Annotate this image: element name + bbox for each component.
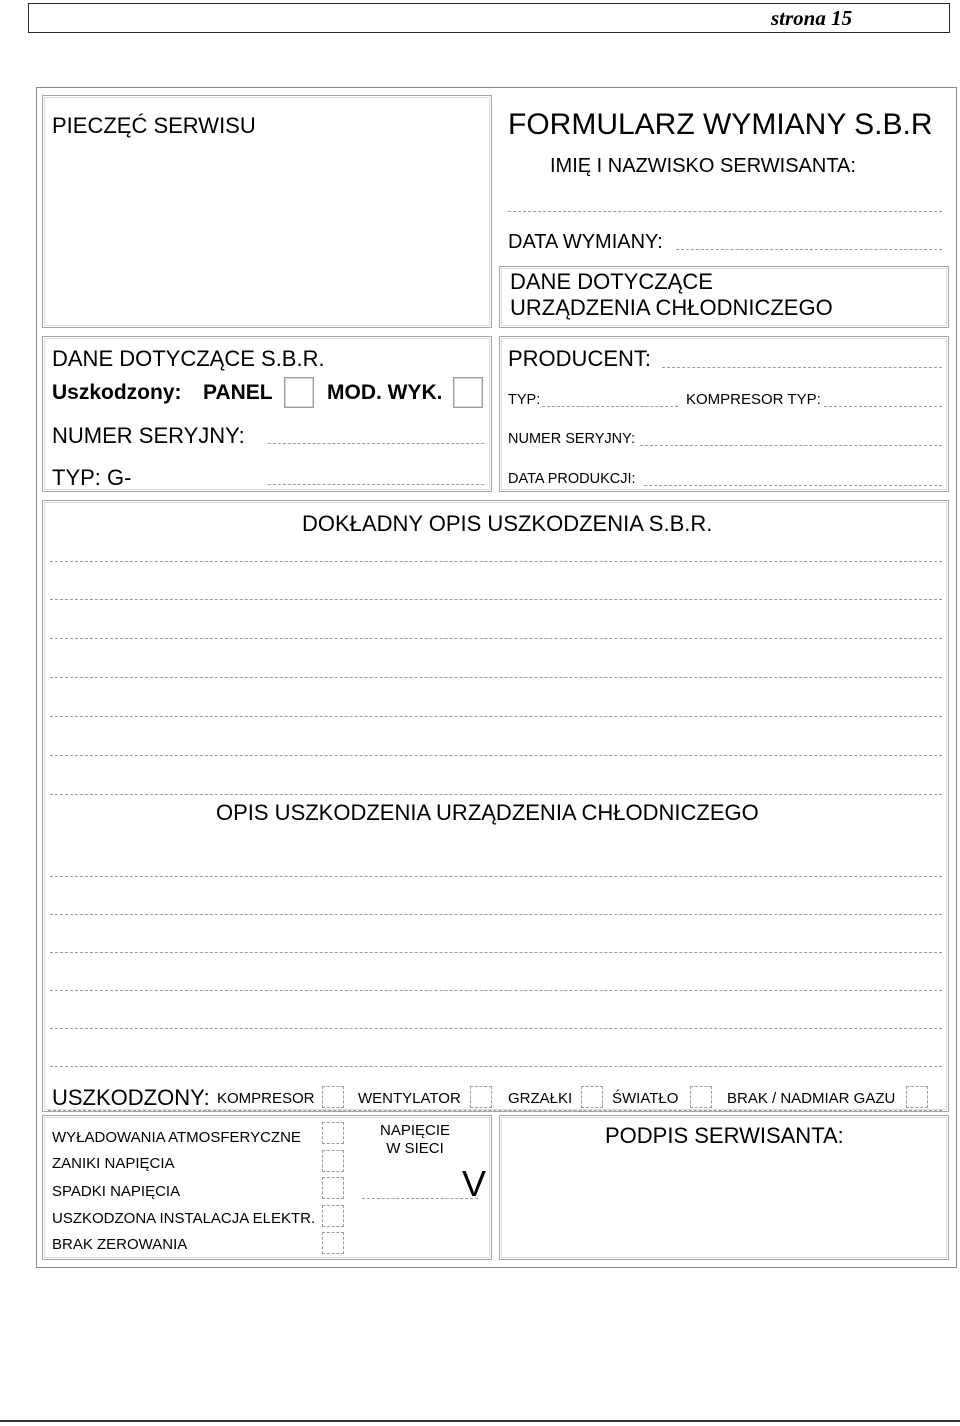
compressor-type-field[interactable] bbox=[824, 406, 942, 407]
device-description-line[interactable] bbox=[50, 990, 942, 991]
cause-no-grounding-checkbox[interactable] bbox=[322, 1232, 344, 1254]
voltage-field[interactable] bbox=[362, 1198, 478, 1199]
device-description-title: OPIS USZKODZENIA URZĄDZENIA CHŁODNICZEGO bbox=[216, 800, 759, 825]
light-checkbox[interactable] bbox=[690, 1086, 712, 1108]
device-header-line2: URZĄDZENIA CHŁODNICZEGO bbox=[510, 295, 833, 320]
replacement-date-field[interactable] bbox=[676, 249, 942, 250]
heater-label: GRZAŁKI bbox=[508, 1090, 573, 1107]
sbr-type-field[interactable] bbox=[268, 484, 484, 485]
sbr-serial-field[interactable] bbox=[268, 443, 484, 444]
voltage-label-line2: W SIECI bbox=[386, 1140, 444, 1157]
device-description-line[interactable] bbox=[50, 1066, 942, 1067]
device-description-line[interactable] bbox=[50, 876, 942, 877]
sbr-description-line[interactable] bbox=[50, 755, 942, 756]
compressor-label: KOMPRESOR bbox=[217, 1090, 315, 1107]
cause-power-outage-checkbox[interactable] bbox=[322, 1150, 344, 1172]
voltage-unit: V bbox=[462, 1163, 487, 1204]
heater-checkbox[interactable] bbox=[581, 1086, 603, 1108]
producer-field[interactable] bbox=[662, 367, 942, 368]
gas-checkbox[interactable] bbox=[906, 1086, 928, 1108]
sbr-data-title: DANE DOTYCZĄCE S.B.R. bbox=[52, 346, 325, 371]
sbr-description-line[interactable] bbox=[50, 677, 942, 678]
cause-no-grounding-label: BRAK ZEROWANIA bbox=[52, 1236, 188, 1253]
sbr-description-line[interactable] bbox=[50, 561, 942, 562]
fan-label: WENTYLATOR bbox=[358, 1090, 461, 1107]
sbr-description-line[interactable] bbox=[50, 716, 942, 717]
light-label: ŚWIATŁO bbox=[612, 1090, 679, 1107]
sbr-description-line[interactable] bbox=[50, 638, 942, 639]
replacement-date-label: DATA WYMIANY: bbox=[508, 231, 663, 253]
panel-label: PANEL bbox=[203, 381, 273, 404]
sbr-description-line[interactable] bbox=[50, 794, 942, 795]
voltage-label-line1: NAPIĘCIE bbox=[379, 1122, 451, 1139]
device-description-line[interactable] bbox=[50, 1028, 942, 1029]
form-title: FORMULARZ WYMIANY S.B.R bbox=[508, 108, 933, 141]
cause-wiring-damage-label: USZKODZONA INSTALACJA ELEKTR. bbox=[52, 1210, 316, 1227]
page-number: strona 15 bbox=[771, 6, 853, 30]
cause-lightning-checkbox[interactable] bbox=[322, 1122, 344, 1144]
cause-voltage-drop-checkbox[interactable] bbox=[322, 1177, 344, 1199]
panel-checkbox[interactable] bbox=[284, 377, 314, 408]
mod-checkbox[interactable] bbox=[453, 377, 483, 408]
cause-wiring-damage-checkbox[interactable] bbox=[322, 1205, 344, 1227]
technician-name-field[interactable] bbox=[508, 211, 942, 212]
damaged-label: Uszkodzony: bbox=[52, 381, 182, 404]
cause-power-outage-label: ZANIKI NAPIĘCIA bbox=[52, 1155, 175, 1172]
technician-name-label: IMIĘ I NAZWISKO SERWISANTA: bbox=[550, 155, 856, 177]
compressor-type-label: KOMPRESOR TYP: bbox=[686, 391, 821, 408]
cause-lightning-label: WYŁADOWANIA ATMOSFERYCZNE bbox=[52, 1129, 301, 1146]
gas-label: BRAK / NADMIAR GAZU bbox=[727, 1090, 896, 1107]
device-type-label: TYP: bbox=[508, 392, 541, 408]
production-date-field[interactable] bbox=[644, 485, 942, 486]
sbr-type-label: TYP: G- bbox=[52, 465, 132, 490]
sbr-description-title: DOKŁADNY OPIS USZKODZENIA S.B.R. bbox=[302, 511, 713, 536]
production-date-label: DATA PRODUKCJI: bbox=[508, 471, 636, 487]
device-header-line1: DANE DOTYCZĄCE bbox=[510, 269, 713, 294]
fan-checkbox[interactable] bbox=[470, 1086, 492, 1108]
signature-label: PODPIS SERWISANTA: bbox=[605, 1123, 844, 1148]
device-serial-label: NUMER SERYJNY: bbox=[508, 431, 636, 447]
page-footer-rule bbox=[0, 1420, 960, 1422]
service-stamp-label: PIECZĘĆ SERWISU bbox=[52, 113, 256, 138]
producer-label: PRODUCENT: bbox=[508, 346, 652, 371]
device-description-line[interactable] bbox=[50, 952, 942, 953]
compressor-checkbox[interactable] bbox=[322, 1086, 344, 1108]
sbr-serial-label: NUMER SERYJNY: bbox=[52, 423, 245, 448]
sbr-description-line[interactable] bbox=[50, 599, 942, 600]
device-description-line[interactable] bbox=[50, 914, 942, 915]
damaged-row-label: USZKODZONY: bbox=[52, 1085, 210, 1110]
device-serial-field[interactable] bbox=[640, 445, 942, 446]
damaged-row-divider bbox=[48, 1110, 942, 1111]
mod-label: MOD. WYK. bbox=[327, 381, 443, 404]
device-type-field[interactable] bbox=[542, 406, 678, 407]
cause-voltage-drop-label: SPADKI NAPIĘCIA bbox=[52, 1183, 181, 1200]
